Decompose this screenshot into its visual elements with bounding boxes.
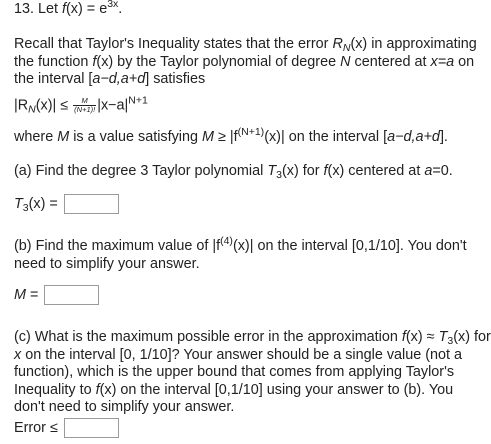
part-c-answer-input[interactable] <box>64 418 119 438</box>
part-a-answer-row <box>14 194 119 214</box>
where-statement: where M is a value satisfying $M \ge |f^{(N+1)}(x)|$ on the interval [a−d,a+d]. <box>14 126 448 145</box>
part-a-answer-input[interactable] <box>64 194 119 214</box>
part-c-answer-row <box>14 418 119 438</box>
part-a-question: (a) Find the degree 3 Taylor polynomial $T_3(x)$ for f(x) centered at a=0. <box>14 163 453 181</box>
taylor-inequality: $|R_N(x)|$ ≤ $\frac{M}{(N+1)!}$ $|x-a|^{N+1}$ <box>14 94 148 116</box>
intro-paragraph: Recall that Taylor's Inequality states that the error $R_N(x)$ in approximating the function f(x) by the Taylor polynomial of degree N centered at x=a on the interval [a−d,a+d] satisfies <box>14 36 477 87</box>
part-c-question: (c) What is the maximum possible error in the approximation $f(x) \approx T_3(x)$ for x on the interval [0, 1/10]? Your answer should be a single value (not a function), which is the upper bound that comes from applying Taylor's Inequality to f(x) on the interval [0,1/10] using your answer to (b). You don't need to simplify your answer. <box>14 329 491 415</box>
part-b-question: (b) Find the maximum value of $|f^{(4)}(x)|$ on the interval [0,1/10]. You don't need to simplify your answer. <box>14 235 467 272</box>
inequality-fraction: $\frac{M}{(N+1)!}$ <box>74 96 96 114</box>
part-b-answer-label: M = <box>14 287 39 303</box>
problem-title: 13. Let $f(x) = e^{3x}$. <box>14 0 123 17</box>
part-b-answer-row <box>14 285 99 305</box>
part-a-answer-label: $T_3(x)$ = <box>14 196 58 214</box>
part-c-answer-label: Error ≤ <box>14 420 58 436</box>
part-b-answer-input[interactable] <box>44 285 99 305</box>
